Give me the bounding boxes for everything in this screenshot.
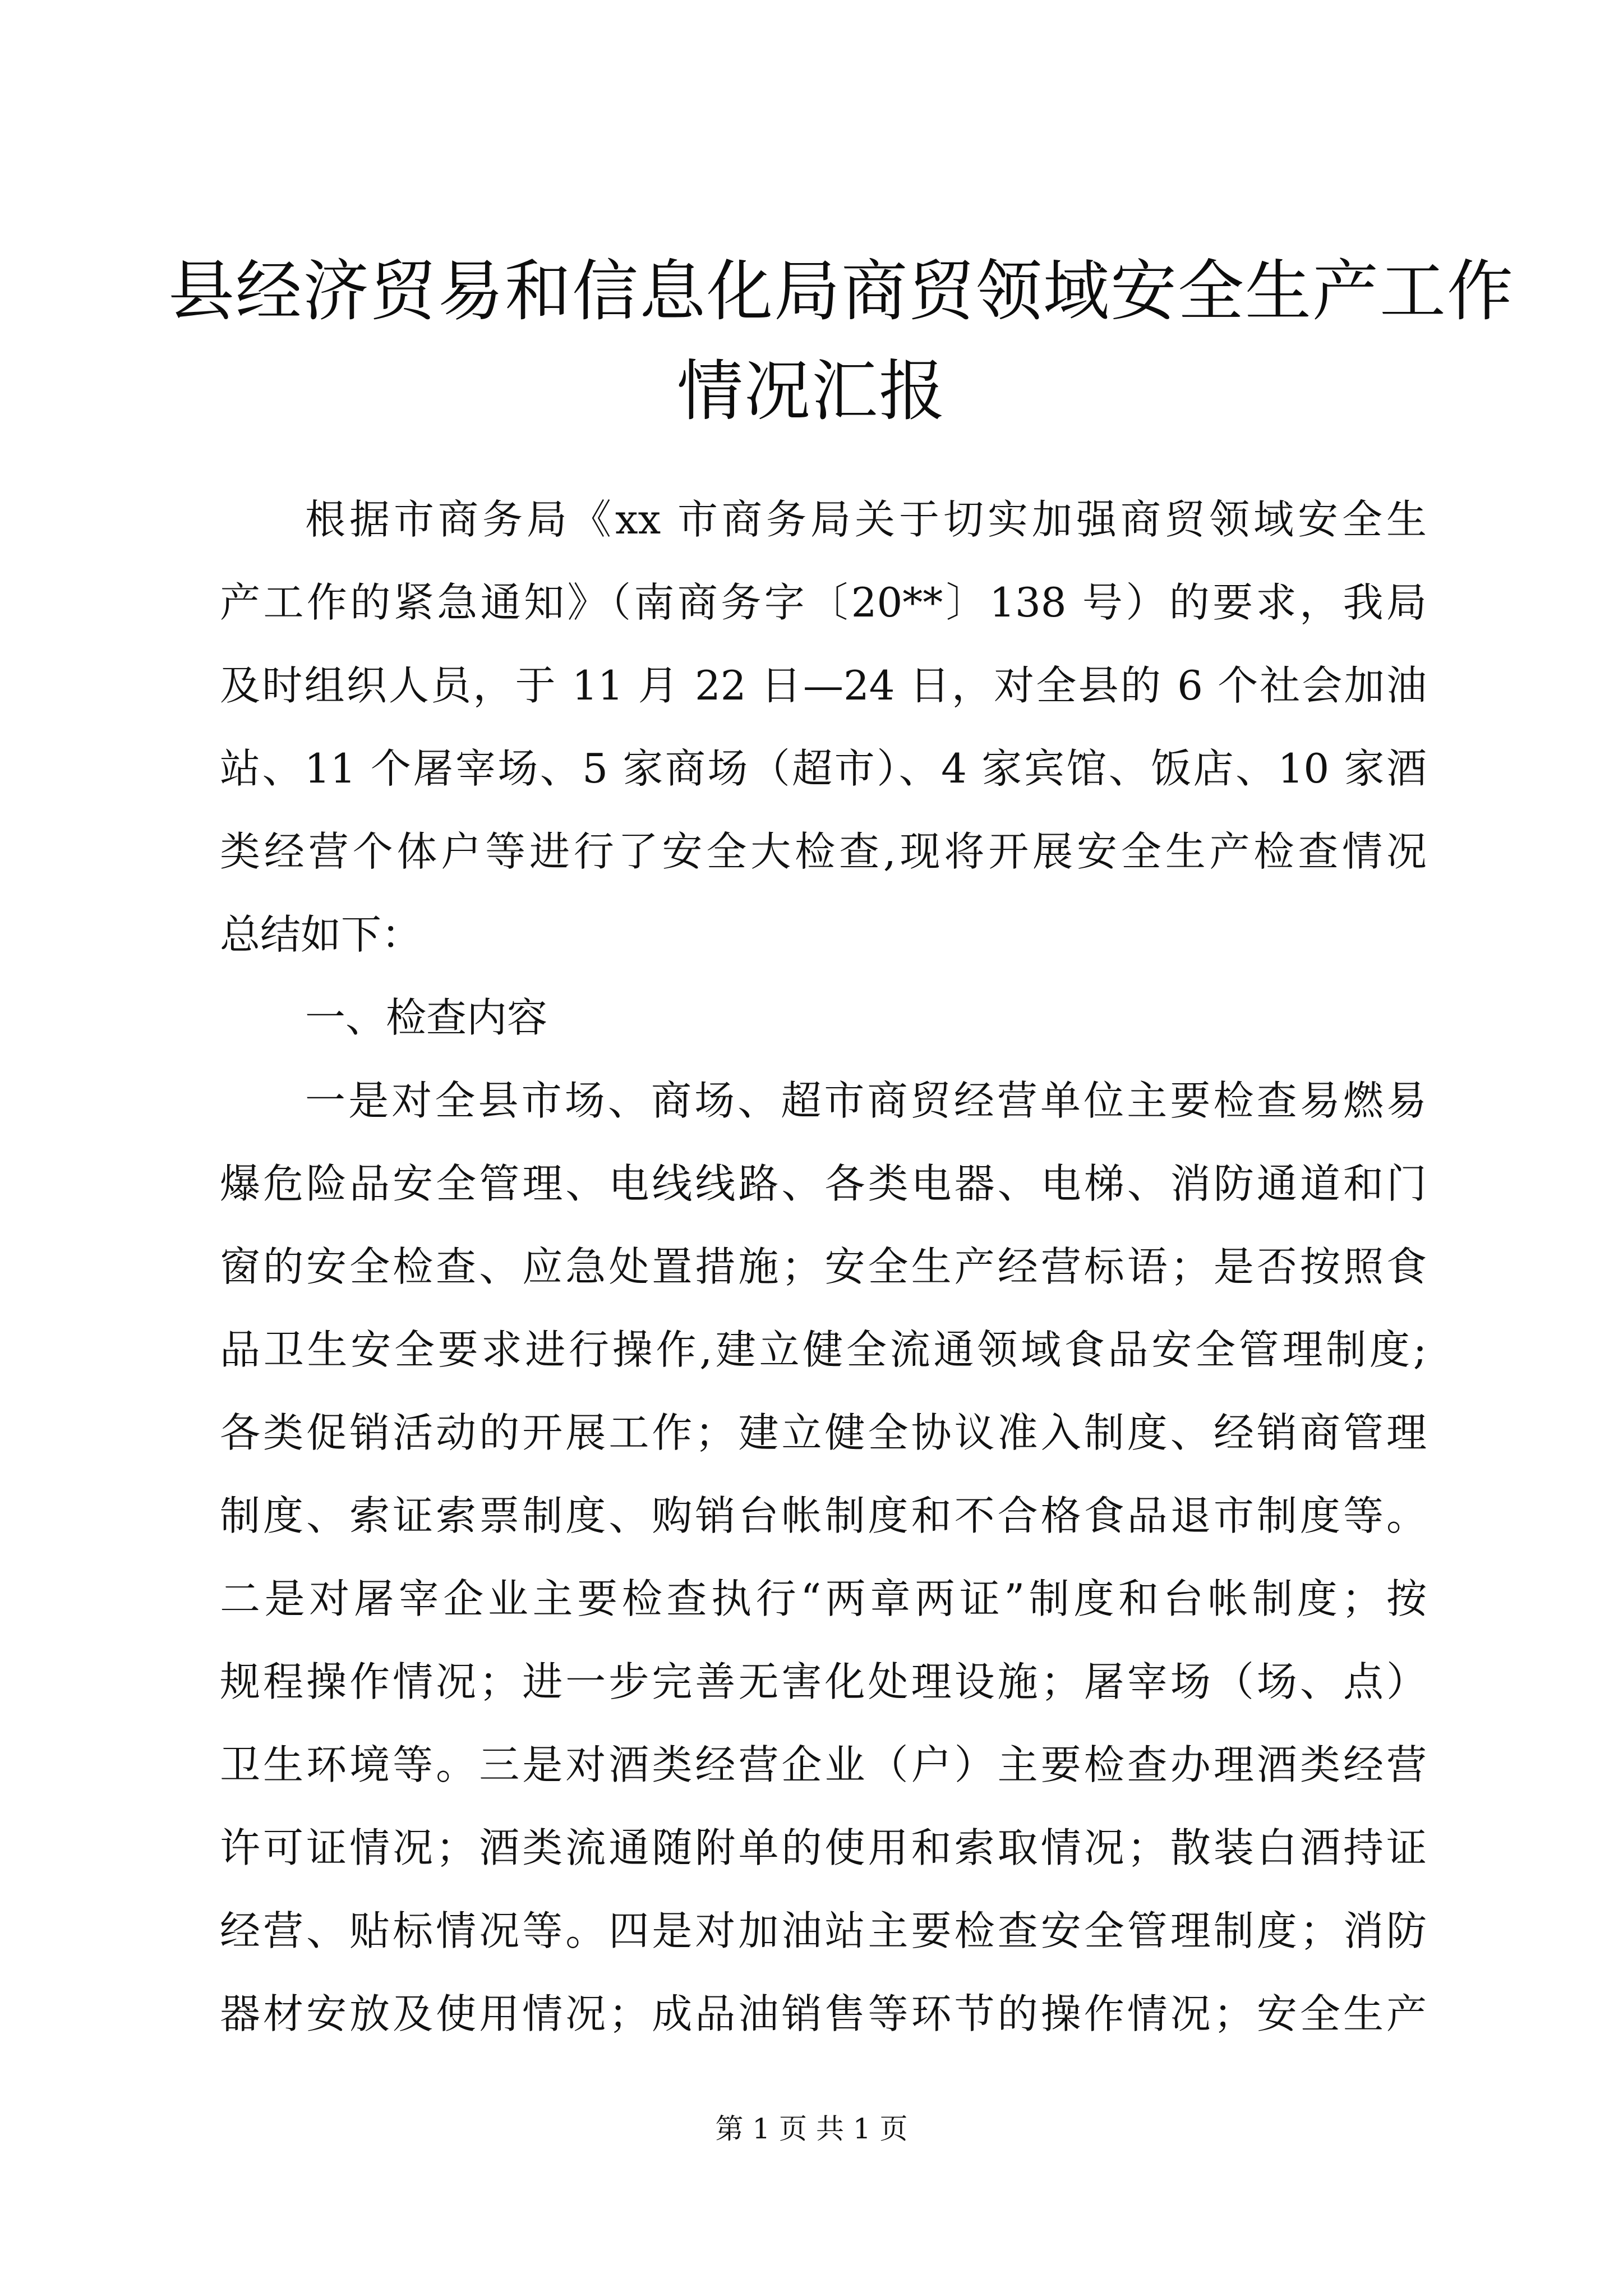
title-line-2: 情况汇报	[676, 352, 946, 430]
body-line: 爆危险品安全管理、电线线路、各类电器、电梯、消防通道和门	[220, 1160, 1427, 1207]
body-line: 一是对全县市场、商场、超市商贸经营单位主要检查易燃易	[305, 1077, 1427, 1124]
page-number-footer: 第 1 页 共 1 页	[715, 2113, 908, 2145]
body-line: 产工作的紧急通知》（南商务字〔20**〕138 号）的要求，我局	[220, 579, 1427, 626]
body-line: 经营、贴标情况等。四是对加油站主要检查安全管理制度；消防	[220, 1907, 1427, 1954]
body-line: 品卫生安全要求进行操作,建立健全流通领域食品安全管理制度;	[220, 1326, 1427, 1373]
body-line: 总结如下：	[220, 911, 422, 958]
body-line: 器材安放及使用情况；成品油销售等环节的操作情况；安全生产	[220, 1990, 1427, 2037]
body-line: 根据市商务局《xx 市商务局关于切实加强商贸领域安全生	[305, 496, 1427, 543]
body-line: 许可证情况；酒类流通随附单的使用和索取情况；散装白酒持证	[220, 1824, 1427, 1871]
body-line: 及时组织人员，于 11 月 22 日—24 日，对全县的 6 个社会加油	[220, 662, 1427, 709]
body-line: 规程操作情况；进一步完善无害化处理设施；屠宰场（场、点）	[220, 1658, 1427, 1705]
document-body	[220, 478, 1427, 2055]
body-line: 二是对屠宰企业主要检查执行“两章两证”制度和台帐制度；按	[220, 1575, 1427, 1622]
title-line-1: 县经济贸易和信息化局商贸领域安全生产工作	[168, 252, 1515, 330]
body-line: 类经营个体户等进行了安全大检查,现将开展安全生产检查情况	[220, 828, 1427, 875]
body-line: 卫生环境等。三是对酒类经营企业（户）主要检查办理酒类经营	[220, 1741, 1427, 1788]
body-line: 各类促销活动的开展工作；建立健全协议准入制度、经销商管理	[220, 1409, 1427, 1456]
body-line: 站、11 个屠宰场、5 家商场（超市）、4 家宾馆、饭店、10 家酒	[220, 745, 1427, 792]
section-heading: 一、检查内容	[305, 994, 548, 1041]
body-line: 制度、索证索票制度、购销台帐制度和不合格食品退市制度等。	[220, 1492, 1427, 1539]
document-title	[168, 241, 1515, 441]
body-line: 窗的安全检查、应急处置措施；安全生产经营标语；是否按照食	[220, 1243, 1427, 1290]
